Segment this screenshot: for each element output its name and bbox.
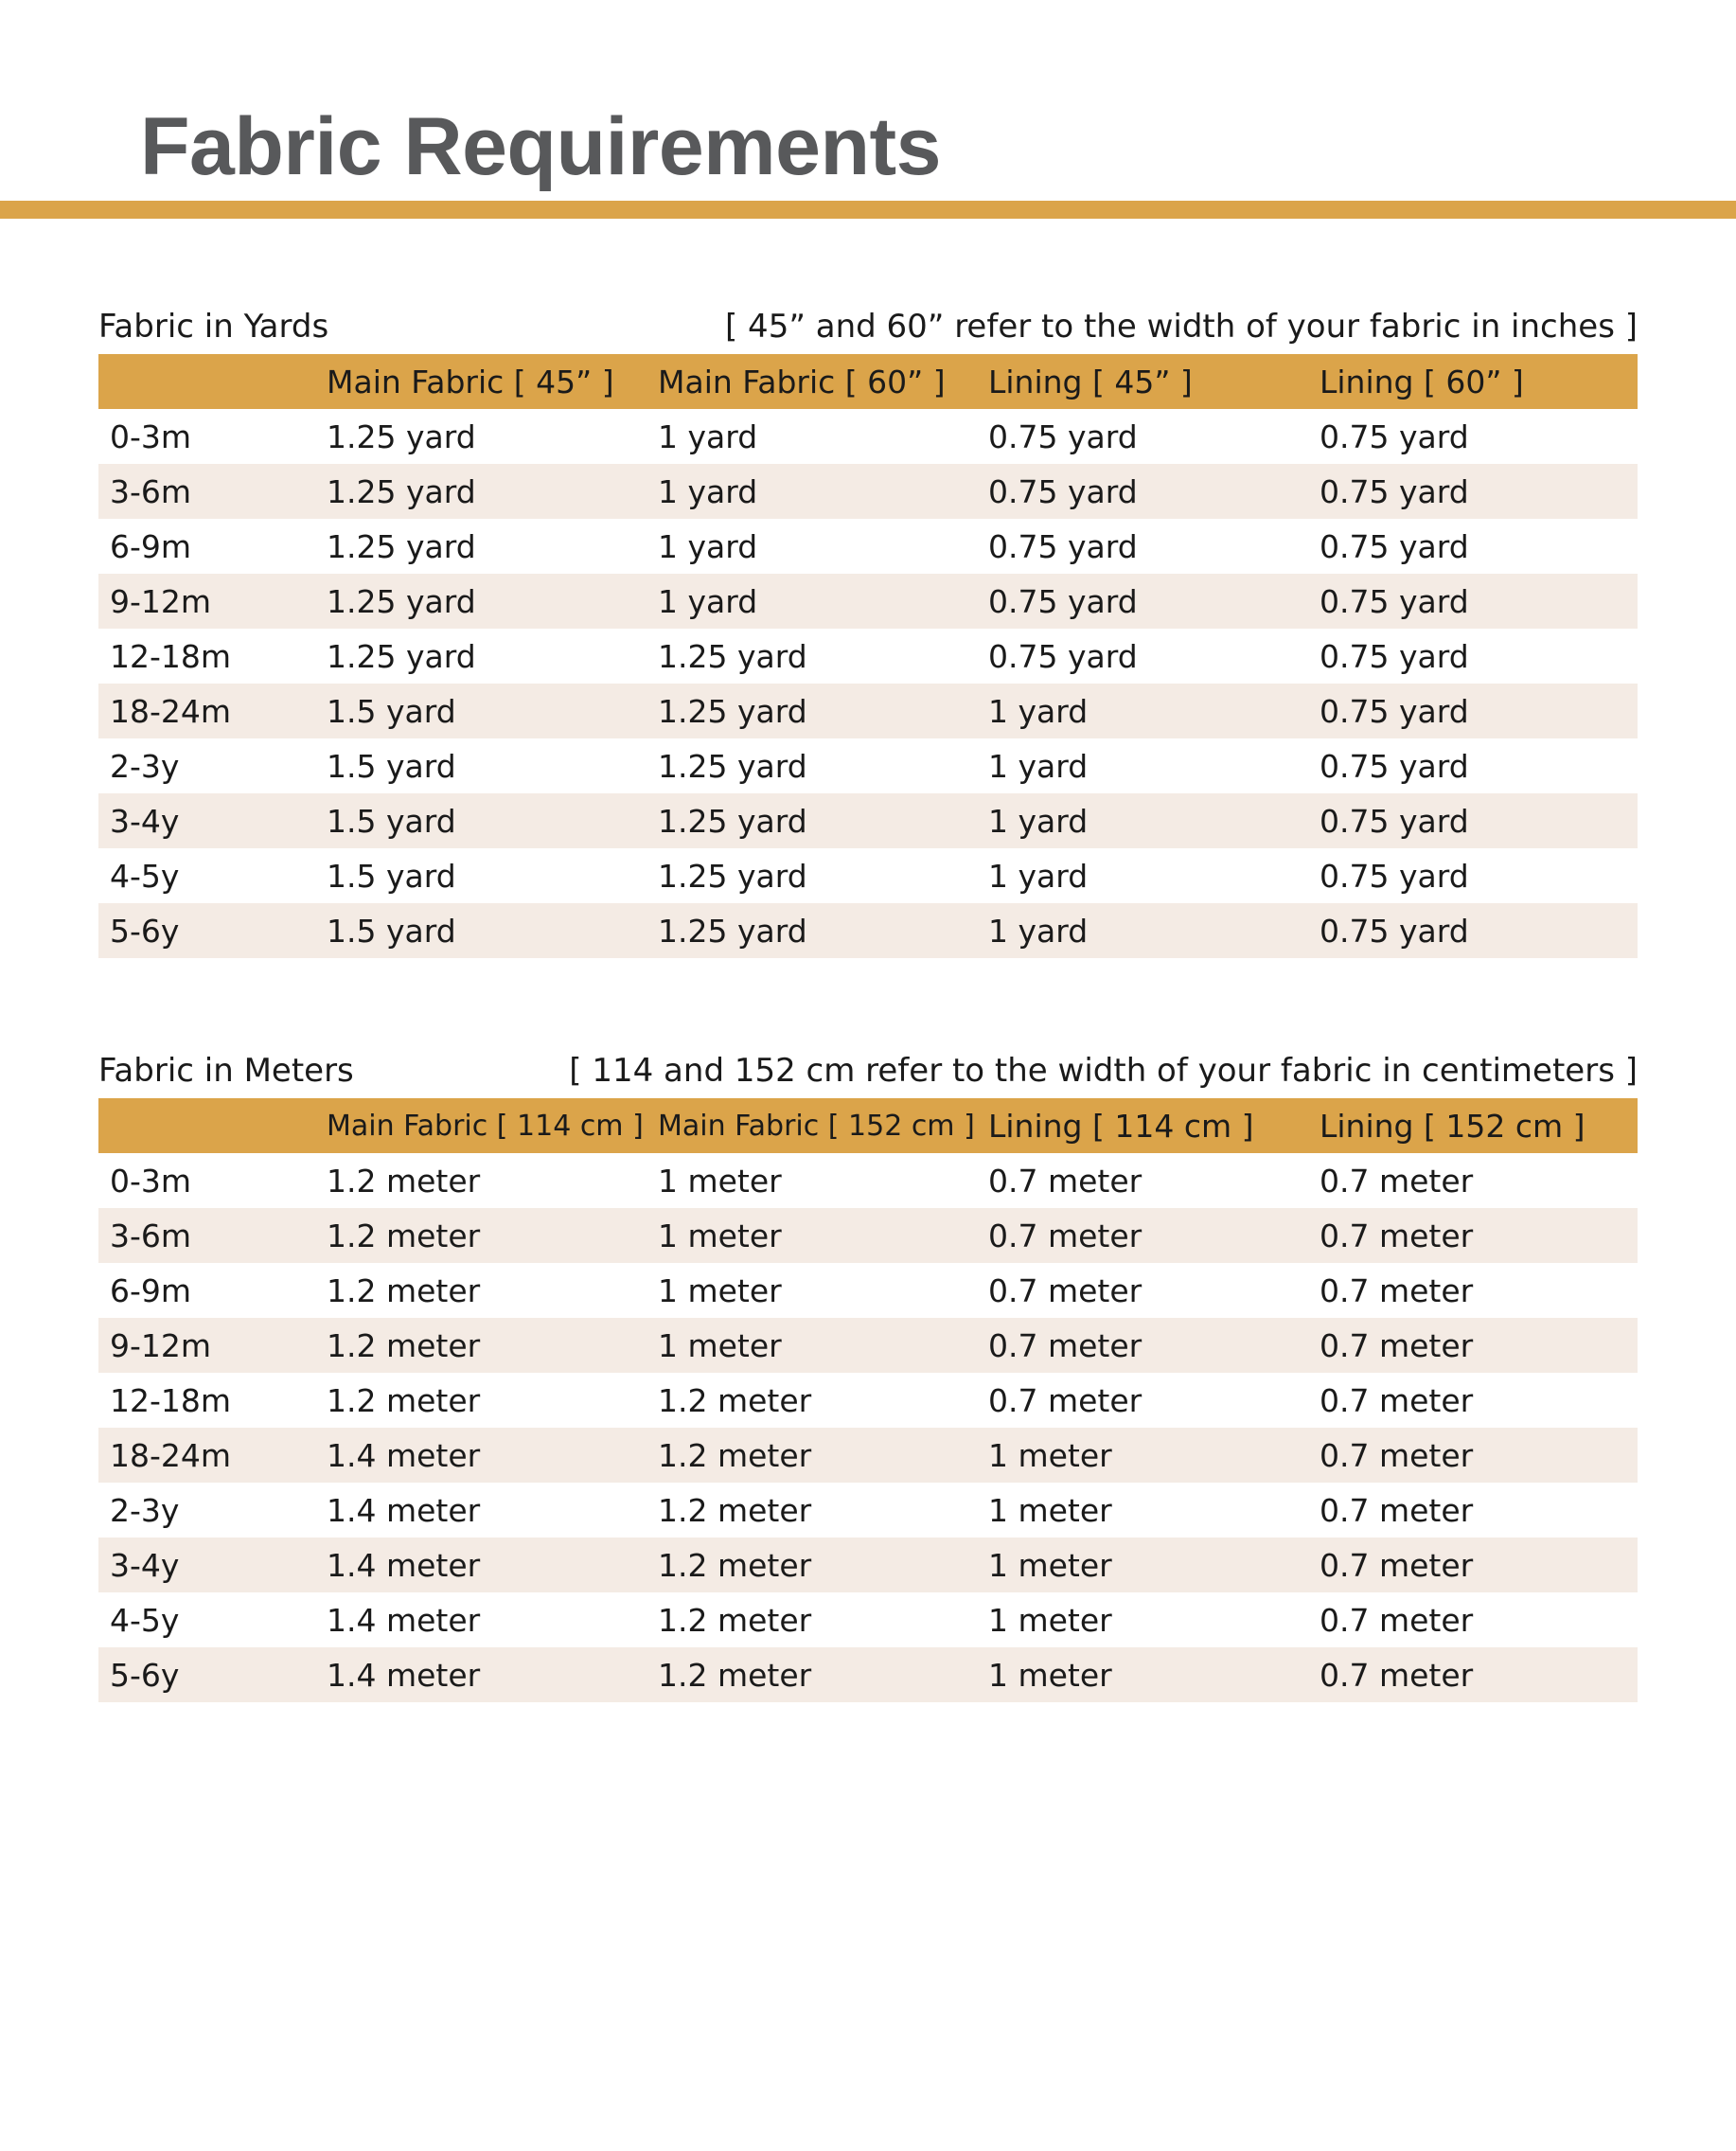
cell-main-fabric-narrow: 1.5 yard bbox=[327, 857, 456, 895]
meters-table-body bbox=[98, 1153, 1638, 1702]
cell-size: 3-4y bbox=[110, 802, 180, 840]
cell-size: 2-3y bbox=[110, 1491, 180, 1529]
cell-size: 5-6y bbox=[110, 1656, 180, 1694]
cell-lining-narrow: 1 meter bbox=[988, 1546, 1112, 1584]
table-row bbox=[98, 793, 1638, 848]
table-row bbox=[98, 574, 1638, 629]
cell-size: 5-6y bbox=[110, 912, 180, 950]
cell-main-fabric-narrow: 1.25 yard bbox=[327, 527, 476, 565]
header-cell-main-152: Main Fabric [ 152 cm ] bbox=[658, 1109, 975, 1143]
cell-main-fabric-narrow: 1.5 yard bbox=[327, 747, 456, 785]
cell-main-fabric-wide: 1.2 meter bbox=[658, 1436, 812, 1474]
cell-main-fabric-wide: 1.2 meter bbox=[658, 1546, 812, 1584]
meters-section-label: Fabric in Meters bbox=[98, 1052, 354, 1090]
cell-size: 4-5y bbox=[110, 1601, 180, 1639]
cell-main-fabric-narrow: 1.4 meter bbox=[327, 1436, 481, 1474]
cell-lining-wide: 0.75 yard bbox=[1320, 418, 1469, 455]
cell-main-fabric-wide: 1 yard bbox=[658, 418, 758, 455]
cell-size: 2-3y bbox=[110, 747, 180, 785]
header-cell-main-114: Main Fabric [ 114 cm ] bbox=[327, 1109, 644, 1143]
cell-lining-narrow: 1 meter bbox=[988, 1656, 1112, 1694]
cell-main-fabric-narrow: 1.5 yard bbox=[327, 692, 456, 730]
cell-lining-narrow: 1 yard bbox=[988, 857, 1089, 895]
cell-lining-wide: 0.7 meter bbox=[1320, 1217, 1474, 1254]
cell-lining-wide: 0.75 yard bbox=[1320, 472, 1469, 510]
cell-main-fabric-wide: 1.25 yard bbox=[658, 692, 807, 730]
table-row bbox=[98, 629, 1638, 684]
cell-main-fabric-wide: 1.25 yard bbox=[658, 912, 807, 950]
cell-lining-narrow: 1 meter bbox=[988, 1601, 1112, 1639]
cell-lining-narrow: 0.7 meter bbox=[988, 1271, 1143, 1309]
table-header-row bbox=[98, 354, 1638, 409]
cell-main-fabric-narrow: 1.5 yard bbox=[327, 912, 456, 950]
cell-size: 6-9m bbox=[110, 527, 192, 565]
header-cell-lining-60: Lining [ 60” ] bbox=[1320, 363, 1524, 400]
cell-size: 9-12m bbox=[110, 1326, 212, 1364]
cell-lining-wide: 0.75 yard bbox=[1320, 747, 1469, 785]
table-row bbox=[98, 1153, 1638, 1208]
cell-lining-wide: 0.75 yard bbox=[1320, 692, 1469, 730]
table-row bbox=[98, 738, 1638, 793]
cell-lining-narrow: 0.7 meter bbox=[988, 1217, 1143, 1254]
cell-main-fabric-narrow: 1.25 yard bbox=[327, 637, 476, 675]
page-title: Fabric Requirements bbox=[140, 101, 941, 192]
cell-main-fabric-narrow: 1.25 yard bbox=[327, 472, 476, 510]
header-cell-main-60: Main Fabric [ 60” ] bbox=[658, 363, 946, 400]
cell-lining-narrow: 0.75 yard bbox=[988, 527, 1138, 565]
table-header-row bbox=[98, 1098, 1638, 1153]
table-row bbox=[98, 519, 1638, 574]
cell-size: 4-5y bbox=[110, 857, 180, 895]
cell-lining-wide: 0.7 meter bbox=[1320, 1271, 1474, 1309]
cell-main-fabric-narrow: 1.2 meter bbox=[327, 1381, 481, 1419]
cell-lining-narrow: 1 yard bbox=[988, 747, 1089, 785]
cell-main-fabric-wide: 1 meter bbox=[658, 1217, 782, 1254]
cell-lining-wide: 0.7 meter bbox=[1320, 1162, 1474, 1200]
yards-width-note: [ 45” and 60” refer to the width of your fabric in inches ] bbox=[724, 308, 1638, 346]
yards-table-body bbox=[98, 409, 1638, 958]
table-row bbox=[98, 848, 1638, 903]
yards-table bbox=[98, 354, 1638, 958]
table-row bbox=[98, 464, 1638, 519]
cell-main-fabric-narrow: 1.2 meter bbox=[327, 1326, 481, 1364]
header-cell-main-45: Main Fabric [ 45” ] bbox=[327, 363, 614, 400]
table-row bbox=[98, 1538, 1638, 1592]
cell-main-fabric-narrow: 1.4 meter bbox=[327, 1601, 481, 1639]
cell-main-fabric-narrow: 1.4 meter bbox=[327, 1491, 481, 1529]
cell-lining-wide: 0.7 meter bbox=[1320, 1436, 1474, 1474]
cell-lining-wide: 0.7 meter bbox=[1320, 1546, 1474, 1584]
cell-main-fabric-wide: 1.25 yard bbox=[658, 637, 807, 675]
yards-section-label: Fabric in Yards bbox=[98, 308, 329, 346]
header-cell-lining-45: Lining [ 45” ] bbox=[988, 363, 1193, 400]
cell-lining-wide: 0.75 yard bbox=[1320, 582, 1469, 620]
meters-section-header bbox=[98, 1049, 1638, 1098]
cell-lining-narrow: 0.7 meter bbox=[988, 1381, 1143, 1419]
cell-lining-wide: 0.7 meter bbox=[1320, 1601, 1474, 1639]
cell-lining-narrow: 0.75 yard bbox=[988, 637, 1138, 675]
cell-main-fabric-narrow: 1.4 meter bbox=[327, 1656, 481, 1694]
cell-main-fabric-wide: 1.25 yard bbox=[658, 747, 807, 785]
cell-main-fabric-wide: 1.2 meter bbox=[658, 1601, 812, 1639]
cell-lining-wide: 0.75 yard bbox=[1320, 912, 1469, 950]
table-row bbox=[98, 1263, 1638, 1318]
header-cell-lining-152: Lining [ 152 cm ] bbox=[1320, 1107, 1585, 1145]
cell-lining-narrow: 1 yard bbox=[988, 802, 1089, 840]
cell-main-fabric-narrow: 1.2 meter bbox=[327, 1162, 481, 1200]
cell-size: 12-18m bbox=[110, 637, 232, 675]
meters-width-note: [ 114 and 152 cm refer to the width of your fabric in centimeters ] bbox=[569, 1052, 1638, 1090]
table-row bbox=[98, 684, 1638, 738]
cell-size: 12-18m bbox=[110, 1381, 232, 1419]
cell-lining-wide: 0.75 yard bbox=[1320, 527, 1469, 565]
cell-main-fabric-narrow: 1.2 meter bbox=[327, 1271, 481, 1309]
table-row bbox=[98, 903, 1638, 958]
table-row bbox=[98, 1208, 1638, 1263]
cell-main-fabric-narrow: 1.4 meter bbox=[327, 1546, 481, 1584]
cell-size: 0-3m bbox=[110, 1162, 192, 1200]
cell-main-fabric-wide: 1 yard bbox=[658, 582, 758, 620]
cell-main-fabric-wide: 1 meter bbox=[658, 1162, 782, 1200]
yards-section bbox=[98, 305, 1638, 958]
cell-lining-narrow: 0.75 yard bbox=[988, 582, 1138, 620]
cell-main-fabric-wide: 1.2 meter bbox=[658, 1381, 812, 1419]
cell-size: 3-4y bbox=[110, 1546, 180, 1584]
cell-size: 18-24m bbox=[110, 1436, 232, 1474]
cell-main-fabric-wide: 1 meter bbox=[658, 1326, 782, 1364]
cell-size: 3-6m bbox=[110, 1217, 192, 1254]
cell-lining-narrow: 0.75 yard bbox=[988, 418, 1138, 455]
cell-lining-wide: 0.7 meter bbox=[1320, 1381, 1474, 1419]
cell-main-fabric-wide: 1.2 meter bbox=[658, 1491, 812, 1529]
table-row bbox=[98, 409, 1638, 464]
table-row bbox=[98, 1483, 1638, 1538]
meters-section bbox=[98, 1049, 1638, 1702]
cell-main-fabric-wide: 1.2 meter bbox=[658, 1656, 812, 1694]
cell-lining-narrow: 1 meter bbox=[988, 1491, 1112, 1529]
table-row bbox=[98, 1592, 1638, 1647]
table-row bbox=[98, 1318, 1638, 1373]
cell-lining-wide: 0.75 yard bbox=[1320, 857, 1469, 895]
cell-main-fabric-wide: 1 yard bbox=[658, 472, 758, 510]
title-divider bbox=[0, 201, 1736, 219]
cell-main-fabric-narrow: 1.5 yard bbox=[327, 802, 456, 840]
cell-main-fabric-wide: 1.25 yard bbox=[658, 802, 807, 840]
cell-size: 0-3m bbox=[110, 418, 192, 455]
cell-main-fabric-narrow: 1.25 yard bbox=[327, 582, 476, 620]
cell-size: 6-9m bbox=[110, 1271, 192, 1309]
cell-lining-wide: 0.75 yard bbox=[1320, 637, 1469, 675]
cell-lining-narrow: 0.7 meter bbox=[988, 1162, 1143, 1200]
cell-lining-wide: 0.7 meter bbox=[1320, 1656, 1474, 1694]
cell-main-fabric-narrow: 1.25 yard bbox=[327, 418, 476, 455]
cell-size: 18-24m bbox=[110, 692, 232, 730]
cell-main-fabric-wide: 1 meter bbox=[658, 1271, 782, 1309]
table-row bbox=[98, 1647, 1638, 1702]
table-row bbox=[98, 1428, 1638, 1483]
cell-main-fabric-wide: 1.25 yard bbox=[658, 857, 807, 895]
cell-lining-wide: 0.7 meter bbox=[1320, 1491, 1474, 1529]
cell-lining-narrow: 1 yard bbox=[988, 692, 1089, 730]
meters-table bbox=[98, 1098, 1638, 1702]
cell-lining-narrow: 0.7 meter bbox=[988, 1326, 1143, 1364]
cell-main-fabric-wide: 1 yard bbox=[658, 527, 758, 565]
header-cell-lining-114: Lining [ 114 cm ] bbox=[988, 1107, 1254, 1145]
table-row bbox=[98, 1373, 1638, 1428]
cell-lining-narrow: 1 meter bbox=[988, 1436, 1112, 1474]
cell-main-fabric-narrow: 1.2 meter bbox=[327, 1217, 481, 1254]
cell-lining-narrow: 1 yard bbox=[988, 912, 1089, 950]
cell-size: 9-12m bbox=[110, 582, 212, 620]
cell-lining-wide: 0.7 meter bbox=[1320, 1326, 1474, 1364]
cell-lining-wide: 0.75 yard bbox=[1320, 802, 1469, 840]
cell-lining-narrow: 0.75 yard bbox=[988, 472, 1138, 510]
cell-size: 3-6m bbox=[110, 472, 192, 510]
yards-section-header bbox=[98, 305, 1638, 354]
